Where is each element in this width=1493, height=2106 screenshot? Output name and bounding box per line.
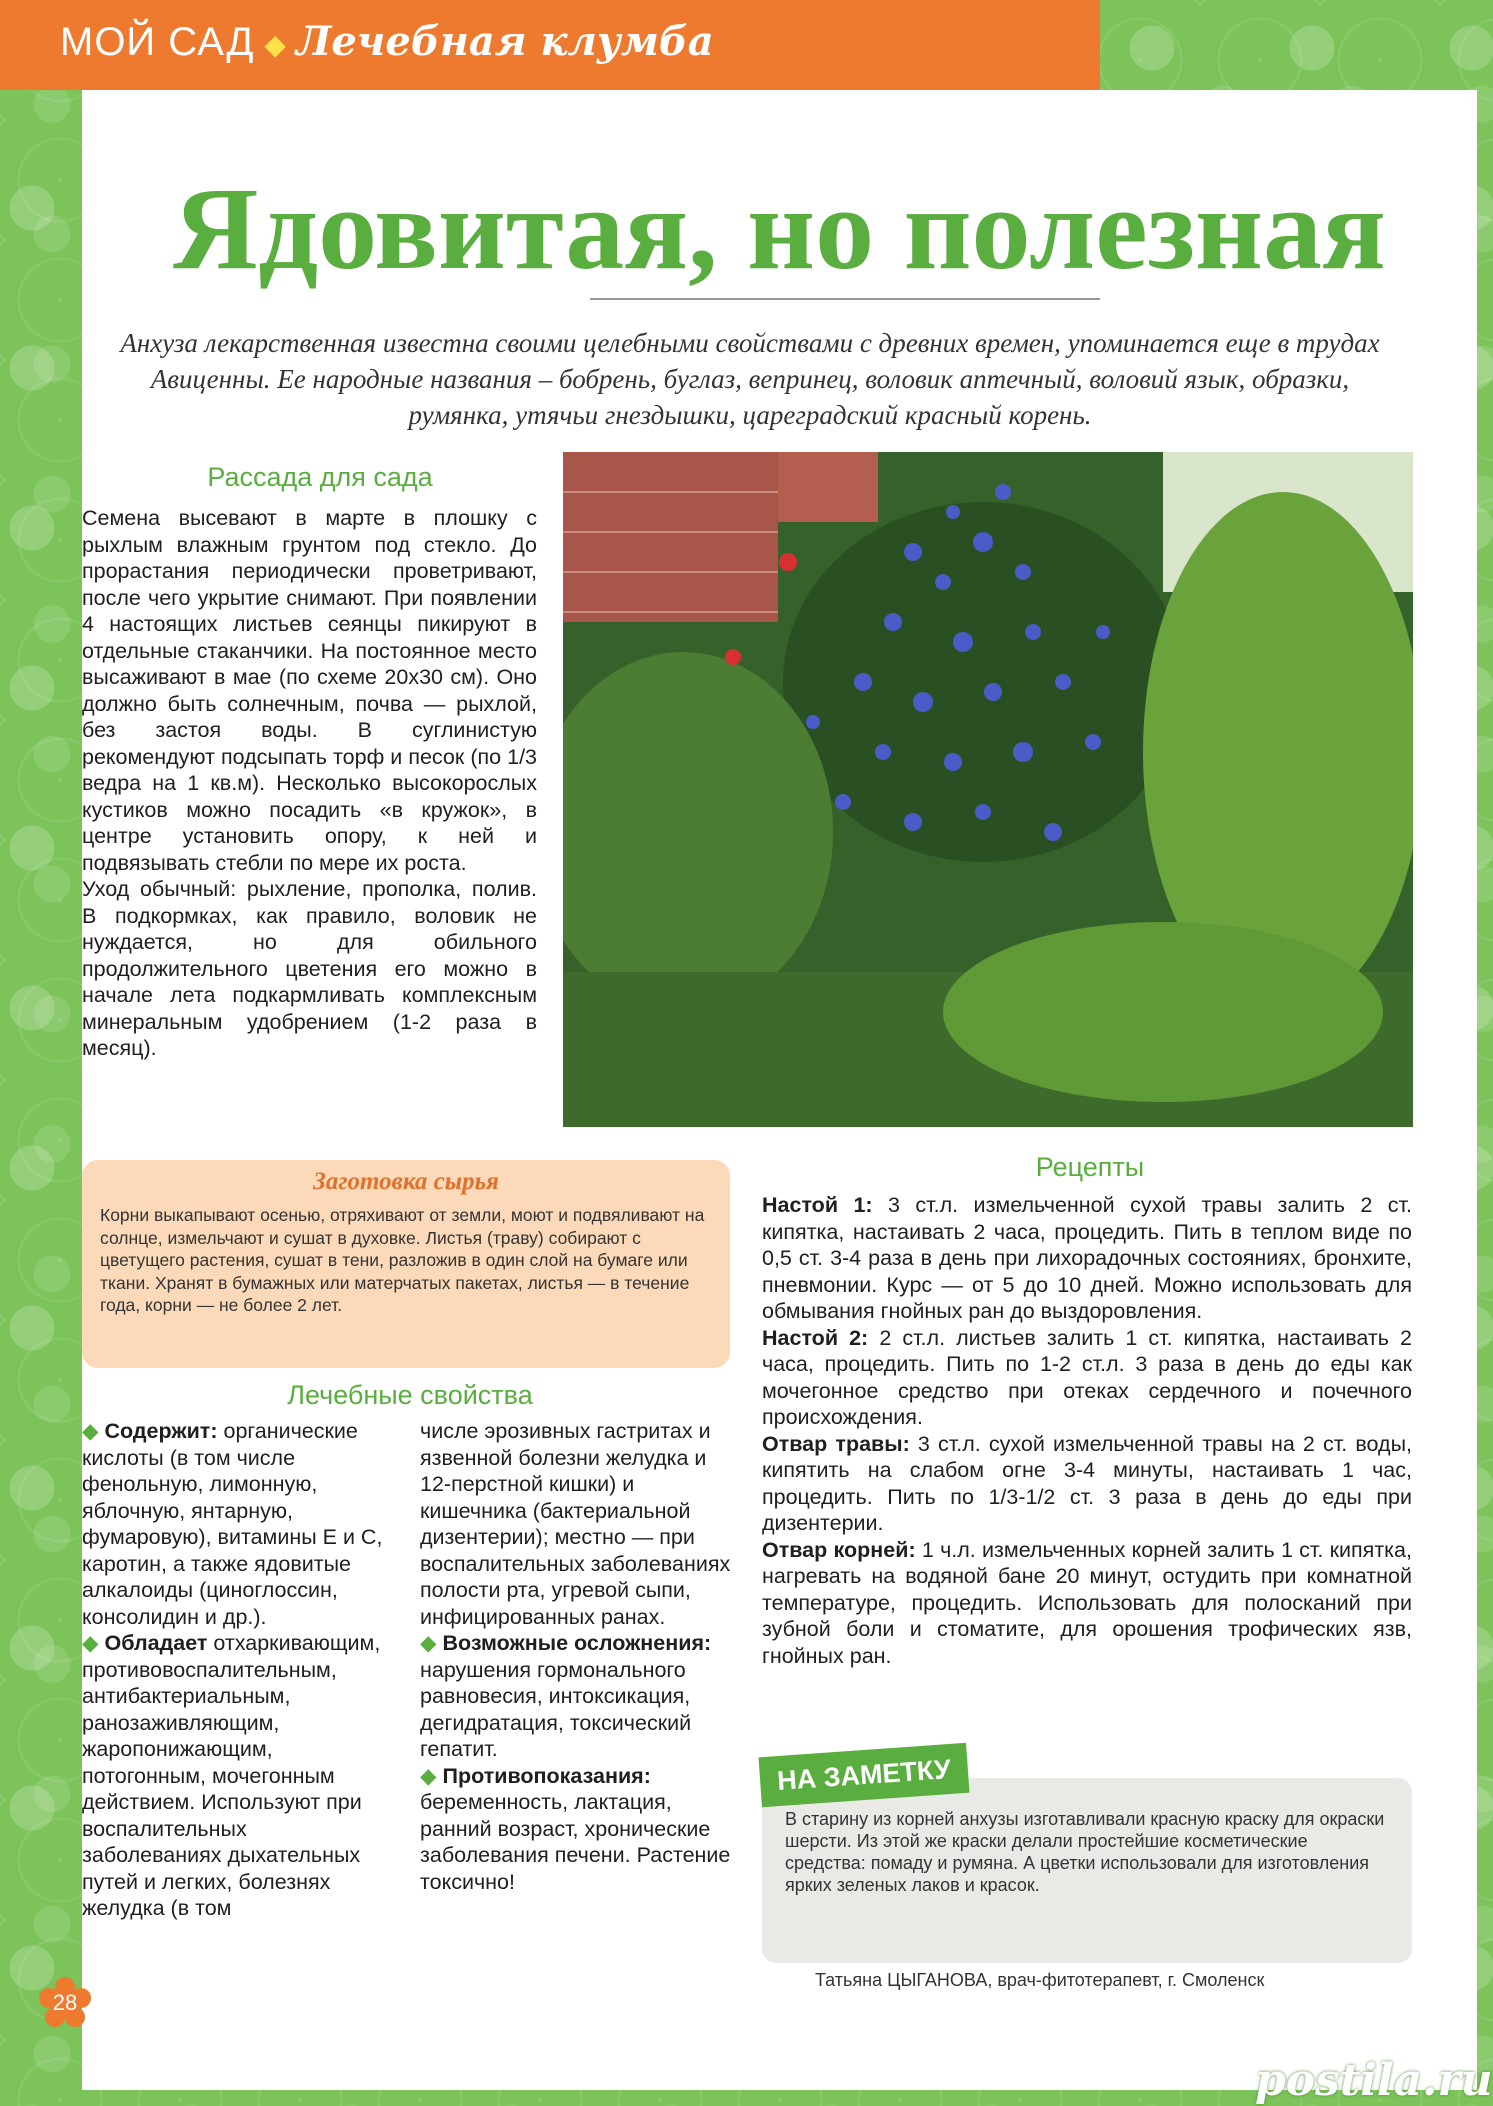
- author-credit: Татьяна ЦЫГАНОВА, врач-фитотерапевт, г. Смоленск: [815, 1970, 1265, 1990]
- plant-photo: [563, 452, 1413, 1127]
- recipe-label: Настой 2:: [762, 1325, 869, 1350]
- section-header: [0, 0, 1100, 90]
- seedlings-paragraph: Уход обычный: рыхление, прополка, полив. В подкормках, как правило, воловик не нуждается, но для обильного продолжительного цветения его можно в начале лета подкармливать комплексным минеральным удобрением (1-2 раза в месяц).: [82, 877, 537, 1060]
- seedlings-text: [82, 505, 537, 1062]
- recipe-item: [762, 1431, 1412, 1537]
- diamond-icon: ◆: [264, 28, 286, 60]
- recipe-label: Отвар корней:: [762, 1537, 916, 1562]
- properties-heading: Лечебные свойства: [287, 1380, 533, 1410]
- note-text: В старину из корней анхузы изготавливали красную краску для окраски шерсти. Из этой же краски делали простейшие косметические средства: помаду и румяна. А цветки использовали для изготовления ярких зеленых лаков и красок.: [785, 1809, 1385, 1895]
- recipe-text: 3 ст.л. сухой измельченной травы на 2 ст. воды, кипятить на слабом огне 3-4 минуты, настаивать 1 час, процедить. Пить по 1/3-1/2 ст. 3 раза в день до еды при дизентерии.: [762, 1431, 1412, 1535]
- bullet-icon: ◆: [420, 1763, 443, 1788]
- contra-text: беременность, лактация, ранний возраст, хронические заболевания печени. Растение токсично!: [420, 1790, 731, 1894]
- has-label: Обладает: [104, 1631, 208, 1655]
- title-divider: [590, 298, 1100, 300]
- article-lead: Анхуза лекарственная известна своими целебными свойствами с древних времен, упоминается еще в трудах Авиценны. Ее народные названия – бобрень, буглаз, вепринец, воловик аптечный, воловий язык, образки, румянка, утячьи гнездышки, цареградский красный корень.: [120, 328, 1380, 430]
- contains-label: Содержит:: [104, 1419, 218, 1443]
- recipe-text: 2 ст.л. листьев залить 1 ст. кипятка, настаивать 2 часа, процедить. Пить по 1-2 ст.л. 3 раза в день до еды как мочегонное средство при отеках сердечного и почечного происхождения.: [762, 1325, 1412, 1429]
- recipe-label: Настой 1:: [762, 1193, 873, 1217]
- recipes-text: [762, 1192, 1412, 1669]
- properties-continued: числе эрозивных гастритах и язвенной болезни желудка и 12-перстной кишки) и кишечника (бактериальной дизентерии); местно — при воспалительных заболеваниях полости рта, угревой сыпи, инфицированных ранах.: [420, 1419, 731, 1629]
- bullet-icon: ◆: [82, 1631, 105, 1655]
- bullet-icon: ◆: [420, 1631, 443, 1655]
- recipe-text: 3 ст.л. измельченной сухой травы залить 2 ст. кипятка, настаивать 2 часа, процедить. Пить в теплом виде по 0,5 ст. 3-4 раза в день при лихорадочных состояниях, бронхите, пневмонии. Курс — от 5 до 10 дней. Можно использовать для обмывания гнойных ран до выздоровления.: [762, 1193, 1412, 1323]
- note-tag: НА ЗАМЕТКУ: [759, 1743, 970, 1807]
- recipe-text: 1 ч.л. измельченных корней залить 1 ст. кипятка, нагревать на водяной бане 20 минут, остудить при комнатной температуре, процедить. Использовать для полосканий при зубной боли и стоматите, для орошения трофических язв, гнойных ран.: [762, 1537, 1412, 1668]
- recipe-item: [762, 1537, 1412, 1670]
- properties-col2: [420, 1418, 732, 1895]
- has-text: отхаркивающим, противовоспалительным, антибактериальным, ранозаживляющим, жаропонижающим, потогонным, мочегонным действием. Используют при воспалительных заболеваниях дыхательных путей и легких, болезнях желудка (в том: [82, 1631, 381, 1920]
- article-title: Ядовитая, но полезная: [173, 163, 1386, 294]
- recipe-label: Отвар травы:: [762, 1431, 910, 1456]
- recipes-heading: Рецепты: [1035, 1152, 1145, 1182]
- page-number: 28: [52, 1990, 78, 2015]
- seedlings-paragraph: Семена высевают в марте в плошку с рыхлым влажным грунтом под стекло. До прорастания периодически проветривают, после чего укрытие снимают. При появлении 4 настоящих листьев сеянцы пикируют в отдельные стаканчики. На постоянное место высаживают в мае (по схеме 20х30 см). Оно должно быть солнечным, почва — рыхлой, без застоя воды. В суглинистую рекомендуют подсыпать торф и песок (по 1/3 ведра на 1 кв.м). Несколько высокорослых кустиков можно посадить «в кружок», в центре установить опору, к ней и подвязывать стебли по мере их роста.: [82, 506, 537, 875]
- contra-label: Противопоказания:: [442, 1763, 651, 1788]
- complications-label: Возможные осложнения:: [442, 1631, 712, 1655]
- recipe-item: [762, 1325, 1412, 1431]
- subsection-label: Лечебная клумба: [295, 18, 714, 65]
- harvest-text: Корни выкапывают осенью, отряхивают от земли, моют и подвяливают на солнце, измельчают и сушат в духовке. Листья (траву) собирают с цветущего растения, сушат в тени, разложив в один слой на бумаге или ткани. Хранят в бумажных или матерчатых пакетах, листья — в течение года, корни — не более 2 лет.: [100, 1205, 705, 1315]
- harvest-heading: Заготовка сырья: [313, 1168, 499, 1195]
- properties-col1: [82, 1418, 392, 1922]
- watermark: postila.ru: [1255, 2055, 1493, 2106]
- complications-text: нарушения гормонального равновесия, интоксикация, дегидратация, токсический гепатит.: [420, 1657, 692, 1761]
- contains-text: органические кислоты (в том числе фенольную, лимонную, яблочную, янтарную, фумаровую), витамины Е и С, каротин, а также ядовитые алкалоиды (циноглоссин, консолидин и др.).: [82, 1419, 383, 1629]
- recipe-item: [762, 1192, 1412, 1325]
- section-label: МОЙ САД: [60, 20, 255, 64]
- anchusa-garden-illustration: [563, 452, 1413, 1127]
- bullet-icon: ◆: [82, 1419, 105, 1443]
- seedlings-heading: Рассада для сада: [207, 462, 433, 492]
